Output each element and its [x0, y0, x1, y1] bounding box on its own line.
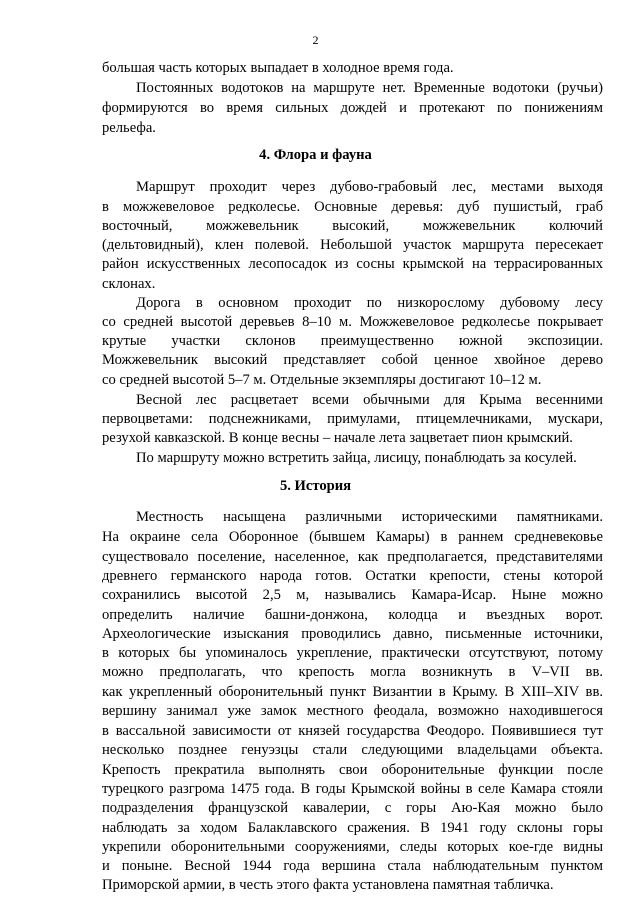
paragraph-line: Весной лес расцветает всеми обычными для Крыма весенними: [136, 392, 603, 409]
paragraph-line: Дорога в основном проходит по низкорослому дубовому лесу: [136, 295, 603, 312]
paragraph-line: Маршрут проходит через дубово-грабовый лес, местами выходя: [136, 178, 603, 195]
paragraph-line: Можжевельник высокий представляет собой ценное хвойное дерево: [102, 352, 603, 369]
paragraph-line: со средней высотой деревьев 8–10 м. Можжевеловое редколесье покрывает: [102, 314, 603, 331]
paragraph-line: На окраине села Оборонное (бывшем Камары) в раннем средневековье: [102, 528, 603, 545]
paragraph-line: склонах.: [102, 276, 156, 293]
paragraph-line: Археологические изыскания проводились давно, письменные источники,: [102, 625, 603, 642]
paragraph-line: (дельтовидный), клен полевой. Небольшой участок маршрута пересекает: [102, 237, 603, 254]
paragraph-line: восточный, можжевельник высокий, можжевельник колючий: [102, 218, 603, 235]
paragraph-line: в вассальной зависимости от князей государства Феодоро. Появившиеся тут: [102, 723, 603, 740]
paragraph-line: Местность насыщена различными историческими памятниками.: [136, 508, 603, 525]
paragraph-line: наблюдать за ходом Балаклавского сражения. В 1941 году склоны горы: [102, 820, 603, 837]
paragraph-line: существовало поселение, населенное, как предполагается, представителями: [102, 548, 603, 565]
paragraph-line: можно предполагать, что крепость могла возникнуть в V–VII вв.: [102, 664, 603, 681]
paragraph-line: Постоянных водотоков на маршруте нет. Временные водотоки (ручьи): [136, 79, 603, 96]
paragraph-line: Крепость прекратила выполнять свои оборонительные функции после: [102, 762, 603, 779]
paragraph-line: район искусственных лесопосадок из сосны крымской на террасированных: [102, 256, 603, 273]
paragraph-line: большая часть которых выпадает в холодное время года.: [102, 60, 454, 76]
page-number: 2: [312, 33, 319, 47]
section-heading: 4. Флора и фауна: [259, 147, 372, 164]
paragraph-line: По маршруту можно встретить зайца, лисицу, понаблюдать за косулей.: [136, 449, 577, 466]
paragraph-line: рельефа.: [102, 119, 156, 136]
paragraph-line: турецкого разгрома 1475 года. В годы Крымской войны в селе Камара стояли: [102, 781, 603, 798]
paragraph-line: в которых бы упоминалось укрепление, практически отсутствуют, потому: [102, 645, 603, 662]
paragraph-line: резухой кавказской. В конце весны – начале лета зацветает пион крымский.: [102, 430, 573, 447]
paragraph-line: определить наличие башни-донжона, колодца и въездных ворот.: [102, 606, 603, 623]
paragraph-line: крутые участки склонов преимущественно южной экспозиции.: [102, 333, 603, 350]
paragraph-line: сохранились высотой 2,5 м, назывались Камара-Исар. Ныне можно: [102, 586, 603, 603]
paragraph-line: Приморской армии, в честь этого факта установлена памятная табличка.: [102, 877, 554, 893]
paragraph-line: первоцветами: подснежниками, примулами, птицемлечниками, мускари,: [102, 411, 603, 428]
section-heading: 5. История: [279, 477, 352, 494]
paragraph-line: укрепили оборонительными сооружениями, следы которых кое-где видны: [102, 839, 603, 856]
paragraph-line: вершину занимал уже замок местного феодала, возможно находившегося: [102, 703, 603, 720]
paragraph-line: в можжевеловое редколесье. Основные деревья: дуб пушистый, граб: [102, 198, 603, 215]
paragraph-line: как укрепленный оборонительный пункт Византии в Крыму. В XIII–XIV вв.: [102, 684, 603, 701]
paragraph-line: древнего германского народа готов. Остатки крепости, стены которой: [102, 567, 603, 584]
paragraph-line: несколько позднее генуэзцы стали следующими владельцами объекта.: [102, 742, 603, 759]
paragraph-line: и поныне. Весной 1944 года вершина стала наблюдательным пунктом: [102, 858, 603, 875]
paragraph-line: со средней высотой 5–7 м. Отдельные экземпляры достигают 10–12 м.: [102, 372, 542, 389]
paragraph-line: формируются во время сильных дождей и протекают по понижениям: [102, 99, 603, 116]
paragraph-line: подразделения французской кавалерии, с горы Аю-Кая можно было: [102, 800, 603, 817]
